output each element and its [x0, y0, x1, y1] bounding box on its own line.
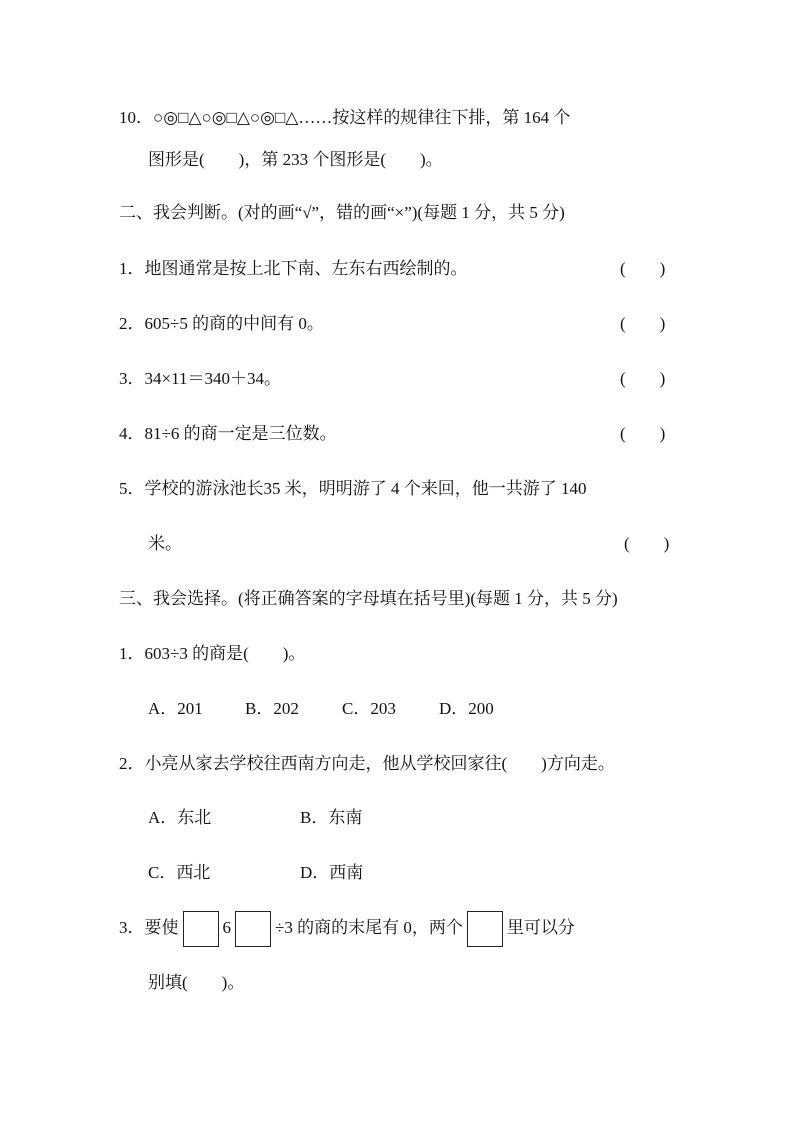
choice-q3-part-a: 3．要使	[119, 918, 179, 937]
choice-q2-option-c[interactable]: C．西北	[148, 863, 211, 882]
judge-item-5: 5．学校的游泳池长35 米，明明游了 4 个来回，他一共游了 140	[119, 479, 587, 498]
judge-answer-paren-3[interactable]: ( )	[620, 369, 666, 388]
choice-q1-option-b[interactable]: B．202	[245, 699, 299, 718]
blank-box-1[interactable]	[183, 911, 219, 947]
choice-q3-line1	[119, 909, 575, 947]
choice-q3-part-c: ÷3 的商的末尾有 0，两个	[275, 918, 463, 937]
judge-answer-paren-2[interactable]: ( )	[620, 314, 666, 333]
q10-line1: 10．○◎□△○◎□△○◎□△……按这样的规律往下排，第 164 个	[119, 108, 571, 127]
judge-item-3: 3．34×11＝340＋34。	[119, 369, 281, 388]
choice-q3-part-b: 6	[222, 918, 231, 937]
choice-q2-option-b[interactable]: B．东南	[300, 808, 363, 827]
choice-q3-line2: 别填( )。	[148, 973, 245, 992]
judge-item-1: 1．地图通常是按上北下南、左东右西绘制的。	[119, 259, 468, 278]
choice-q2-text: 2．小亮从家去学校往西南方向走，他从学校回家往( )方向走。	[119, 754, 615, 773]
blank-box-3[interactable]	[467, 911, 503, 947]
choice-q2-option-a[interactable]: A．东北	[148, 808, 212, 827]
judge-item-2: 2．605÷5 的商的中间有 0。	[119, 314, 324, 333]
judge-answer-paren-4[interactable]: ( )	[620, 424, 666, 443]
judge-answer-paren-5[interactable]: ( )	[624, 534, 670, 553]
section2-heading: 二、我会判断。(对的画“√”，错的画“×”)(每题 1 分，共 5 分)	[119, 203, 565, 222]
choice-q3-part-d: 里可以分	[506, 918, 575, 937]
choice-q1-option-c[interactable]: C．203	[342, 699, 396, 718]
choice-q1-option-a[interactable]: A．201	[148, 699, 203, 718]
choice-q1-text: 1．603÷3 的商是( )。	[119, 644, 306, 663]
section3-heading: 三、我会选择。(将正确答案的字母填在括号里)(每题 1 分，共 5 分)	[119, 589, 618, 608]
choice-q2-option-d[interactable]: D．西南	[300, 863, 364, 882]
blank-box-2[interactable]	[235, 911, 271, 947]
choice-q1-option-d[interactable]: D．200	[439, 699, 494, 718]
judge-answer-paren-1[interactable]: ( )	[620, 259, 666, 278]
judge-item-4: 4．81÷6 的商一定是三位数。	[119, 424, 337, 443]
q10-line2: 图形是( )，第 233 个图形是( )。	[148, 150, 443, 169]
judge-item-5-cont: 米。	[148, 534, 182, 553]
